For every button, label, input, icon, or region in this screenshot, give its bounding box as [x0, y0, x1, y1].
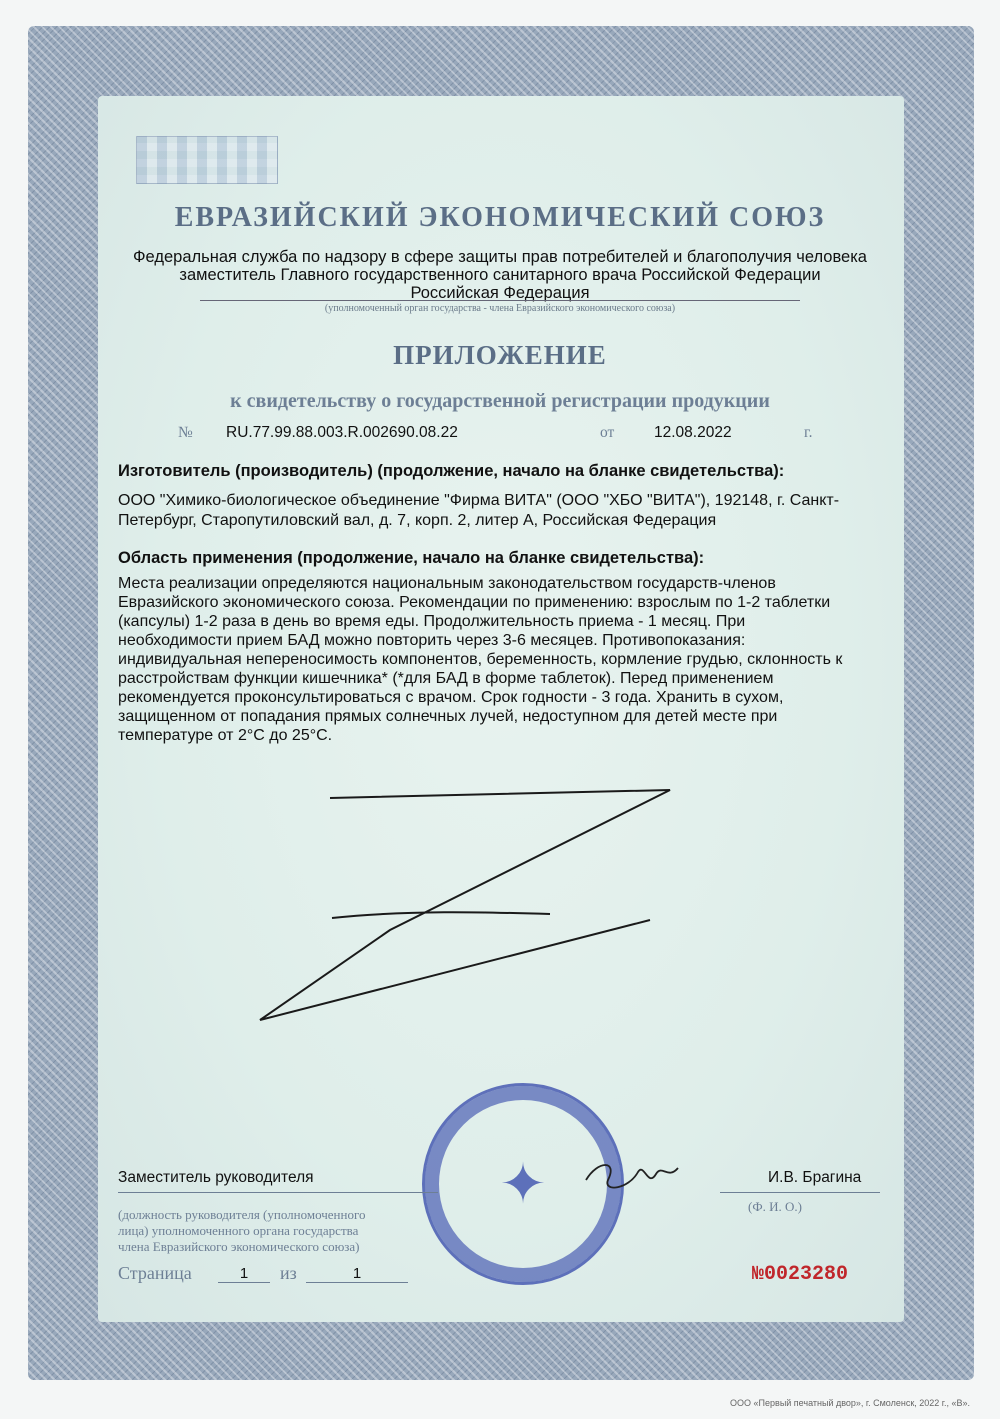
manufacturer-title: Изготовитель (производитель) (продолжение, начало на бланке свидетельства): — [118, 462, 785, 480]
scope-line: рекомендуется проконсультироваться с врачом. Срок годности - 3 года. Хранить в сухом, — [118, 689, 784, 706]
scope-line: Евразийского экономического союза. Рекомендации по применению: взрослым по 1-2 таблетки — [118, 594, 831, 611]
scope-line: необходимости прием БАД можно повторить через 3-6 месяцев. Противопоказания: — [118, 632, 746, 649]
signatory-name: И.В. Брагина — [768, 1169, 862, 1186]
scope-line: Места реализации определяются национальным законодательством государств-членов — [118, 575, 776, 592]
page-current: 1 — [218, 1265, 270, 1283]
eagle-emblem-icon: ✦ — [499, 1152, 547, 1215]
fio-caption: (Ф. И. О.) — [748, 1199, 802, 1214]
scope-line: (капсулы) 1-2 раза в день во время еды. Продолжительность приема - 1 месяц. При — [118, 613, 746, 630]
manufacturer-line-2: Петербург, Старопутиловский вал, д. 7, корп. 2, литер А, Российская Федерация — [118, 512, 717, 529]
scope-line: температуре от 2°C до 25°C. — [118, 727, 333, 744]
serial-number: №0023280 — [752, 1263, 849, 1286]
scope-line: расстройствам функции кишечника* (*для БАД в форме таблеток). Перед применением — [118, 670, 774, 687]
authority-caption: (уполномоченный орган государства - члена Евразийского экономического союза) — [324, 303, 676, 314]
hologram-sticker — [136, 136, 278, 184]
authority-line-2: заместитель Главного государственного санитарного врача Российской Федерации — [179, 266, 821, 284]
year-suffix: г. — [804, 424, 813, 441]
z-strikeout-mark — [250, 770, 700, 1060]
authority-line-3: Российская Федерация — [410, 284, 590, 302]
annex-title: ПРИЛОЖЕНИЕ — [393, 340, 607, 370]
registration-date: 12.08.2022 — [654, 424, 732, 441]
position-rule — [118, 1192, 438, 1193]
manufacturer-line-1: ООО "Химико-биологическое объединение "Фирма ВИТА" (ООО "ХБО "ВИТА"), 192148, г. Санкт- — [118, 492, 840, 509]
scope-line: индивидуальная непереносимость компонентов, беременность, кормление грудью, склонность к — [118, 651, 843, 668]
authority-line-1: Федеральная служба по надзору в сфере защиты прав потребителей и благополучия человека — [133, 248, 867, 266]
scope-title: Область применения (продолжение, начало на бланке свидетельства): — [118, 549, 705, 567]
of-label: из — [280, 1263, 297, 1283]
scope-line: защищенном от попадания прямых солнечных лучей, недоступном для детей месте при — [118, 708, 778, 725]
handwritten-signature — [578, 1150, 688, 1200]
position-caption-3: члена Евразийского экономического союза) — [118, 1239, 360, 1254]
union-title: ЕВРАЗИЙСКИЙ ЭКОНОМИЧЕСКИЙ СОЮЗ — [174, 202, 826, 233]
printer-imprint: ООО «Первый печатный двор», г. Смоленск, 2022 г., «В». — [730, 1398, 970, 1408]
registration-number: RU.77.99.88.003.R.002690.08.22 — [226, 424, 458, 441]
page-total: 1 — [306, 1265, 408, 1283]
annex-subtitle: к свидетельству о государственной регистрации продукции — [230, 390, 770, 412]
position-caption-1: (должность руководителя (уполномоченного — [118, 1207, 366, 1222]
position-caption-2: лица) уполномоченного органа государства — [118, 1223, 359, 1238]
signatory-position: Заместитель руководителя — [118, 1169, 314, 1186]
page-label: Страница — [118, 1263, 192, 1283]
number-label: № — [178, 424, 193, 441]
date-label: от — [600, 424, 615, 441]
authority-rule — [200, 300, 800, 301]
name-rule — [720, 1192, 880, 1193]
